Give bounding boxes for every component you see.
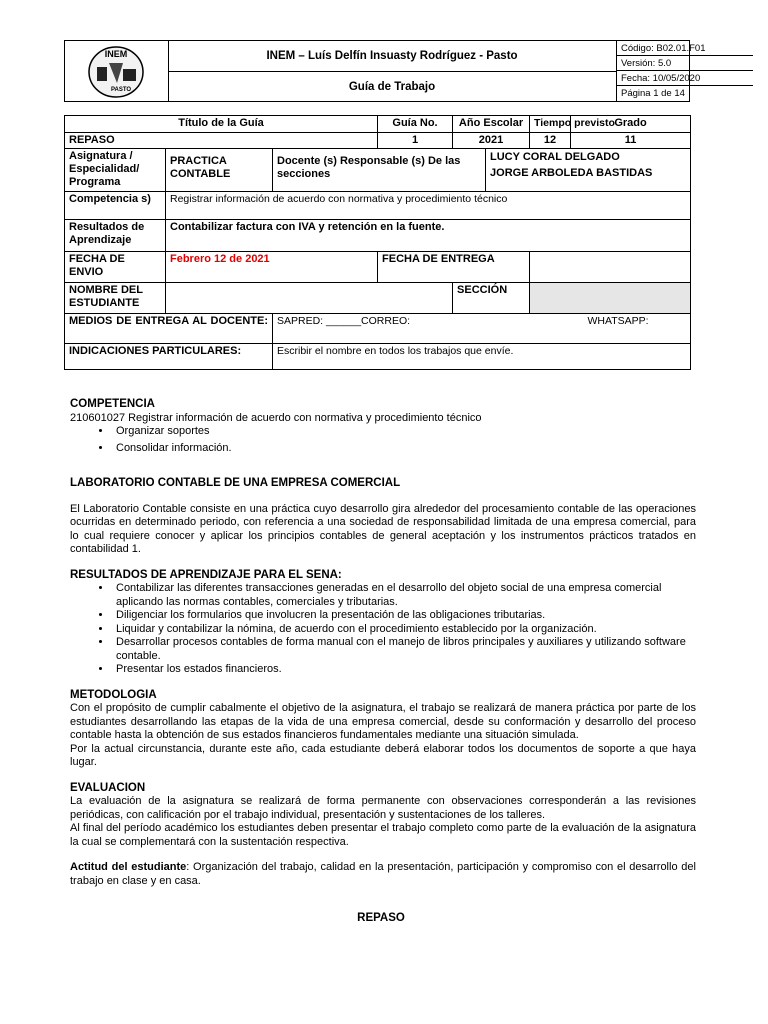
- docente-2: JORGE ARBOLEDA BASTIDAS: [490, 167, 653, 179]
- header-titulo: Título de la Guía: [65, 116, 378, 133]
- logo-text-bottom: PASTO: [110, 87, 132, 93]
- header-anio: Año Escolar: [453, 116, 530, 133]
- label-medios: MEDIOS DE ENTREGA AL DOCENTE:: [65, 314, 273, 344]
- evaluacion-title: EVALUACION: [70, 781, 146, 794]
- competencia-title: COMPETENCIA: [70, 398, 155, 410]
- document-meta: [617, 41, 753, 101]
- fecha-envio-value: Febrero 12 de 2021: [166, 252, 378, 283]
- evaluacion-p2: Al final del período académico los estudiantes deben presentar el trabajo completo como parte de la evaluación de la asignatura la cual se complementará con la sustentación respectiva.: [70, 822, 696, 848]
- document-type: Guía de Trabajo: [348, 81, 436, 93]
- actitud-text: : Organización del trabajo, calidad en la presentación, participación y compromiso con el desarrollo del trabajo en clase y en casa.: [70, 861, 696, 887]
- asignatura-value: PRACTICA CONTABLE: [166, 149, 273, 192]
- guia-value: 1: [378, 133, 453, 149]
- school-name: INEM – Luís Delfín Insuasty Rodríguez - Pasto: [168, 41, 616, 72]
- metodologia-p2: Por la actual circunstancia, durante este año, cada estudiante deberá elaborar todos los documentos de soporte a que haya lugar.: [70, 742, 696, 768]
- evaluacion-p1: La evaluación de la asignatura se realizará de forma permanente con observaciones corresponderán a las revisiones periódicas, con calificación por el trabajo individual, presentación y sustentaciones de los talleres.: [70, 795, 696, 821]
- grado-value: 11: [571, 133, 691, 149]
- indicaciones-value: Escribir el nombre en todos los trabajos que envíe.: [273, 344, 691, 370]
- repaso-heading: REPASO: [357, 912, 405, 924]
- doc-code: Código: B02.01.F01: [617, 41, 753, 56]
- list-item: • Contabilizar las diferentes transacciones generadas en el desarrollo del objeto social de una empresa comercial aplicando las normas contables, comerciales y tributarias.: [112, 582, 696, 609]
- list-item: • Desarrollar procesos contables de forma manual con el manejo de libros principales y auxiliares y utilizando software contable.: [112, 636, 696, 663]
- label-asignatura: Asignatura / Especialidad/ Programa: [65, 149, 166, 192]
- resultados-list: [70, 582, 696, 677]
- competencia-text: 210601027 Registrar información de acuerdo con normativa y procedimiento técnico: [70, 411, 482, 424]
- nombre-field[interactable]: [166, 283, 453, 314]
- header-title-cell: [168, 41, 617, 101]
- list-item: • Organizar soportes: [112, 425, 696, 439]
- list-item: • Presentar los estados financieros.: [112, 663, 696, 677]
- medios-value: [273, 314, 691, 344]
- lab-text: El Laboratorio Contable consiste en una práctica cuyo desarrollo gira alrededor del procesamiento contable de las operaciones ocurridas en determinado periodo, con referencia a una sociedad de responsabilidad limitada de una empresa comercial, para lo cual requiere conocer y aplicar los principios contables de general aceptación y los instrumentos prácticos tratados en contabilidad 1.: [70, 502, 696, 555]
- doc-version: Versión: 5.0: [617, 56, 753, 71]
- label-indicaciones: INDICACIONES PARTICULARES:: [65, 344, 273, 370]
- document-header: [64, 40, 706, 102]
- seccion-field[interactable]: [530, 283, 691, 314]
- label-seccion: SECCIÓN: [453, 283, 530, 314]
- resultados-value: Contabilizar factura con IVA y retención en la fuente.: [166, 220, 691, 252]
- docente-1: LUCY CORAL DELGADO: [490, 151, 620, 163]
- actitud-label: Actitud del estudiante: [70, 861, 187, 873]
- list-item: • Liquidar y contabilizar la nómina, de acuerdo con el procedimiento establecido por la organización.: [112, 623, 696, 637]
- competencia-list: [70, 425, 696, 455]
- tiempo-value: 12: [530, 133, 571, 149]
- header-tiempo: Tiempo previsto: [530, 116, 571, 133]
- header-grado: Grado: [571, 116, 691, 133]
- actitud-paragraph: [70, 861, 696, 888]
- docentes-value: [486, 149, 691, 192]
- titulo-value: REPASO: [65, 133, 378, 149]
- label-resultados: Resultados de Aprendizaje: [65, 220, 166, 252]
- label-fecha-envio: FECHA DE ENVIO: [65, 252, 166, 283]
- label-nombre: NOMBRE DEL ESTUDIANTE: [65, 283, 166, 314]
- guide-body: [70, 398, 696, 926]
- resultados-title: RESULTADOS DE APRENDIZAJE PARA EL SENA:: [70, 568, 342, 581]
- fecha-entrega-field[interactable]: [530, 252, 691, 283]
- guide-info-table: [64, 115, 691, 370]
- metodologia-title: METODOLOGIA: [70, 688, 157, 701]
- list-item: • Consolidar información.: [112, 442, 696, 456]
- doc-page: Página 1 de 14: [621, 88, 685, 99]
- label-fecha-entrega: FECHA DE ENTREGA: [378, 252, 530, 283]
- list-item: • Diligenciar los formularios que involucren la presentación de las obligaciones tributarias.: [112, 609, 696, 623]
- anio-value: 2021: [453, 133, 530, 149]
- inem-logo: [65, 41, 169, 101]
- logo-text-top: INEM: [104, 49, 128, 59]
- medios-sapred: SAPRED: ______CORREO:: [277, 315, 411, 327]
- label-docente: Docente (s) Responsable (s) De las secciones: [273, 149, 486, 192]
- header-guia: Guía No.: [378, 116, 453, 133]
- label-competencia: Competencia s): [65, 192, 166, 220]
- medios-whatsapp: WHATSAPP:: [587, 315, 649, 327]
- doc-date: Fecha: 10/05/2020: [617, 71, 753, 86]
- competencia-value: Registrar información de acuerdo con normativa y procedimiento técnico: [166, 192, 691, 220]
- lab-title: LABORATORIO CONTABLE DE UNA EMPRESA COMERCIAL: [70, 477, 401, 489]
- metodologia-p1: Con el propósito de cumplir cabalmente el objetivo de la asignatura, el trabajo se realizará de manera práctica por parte de los estudiantes desarrollando las etapas de la vida de una empresa comercial, desde su conformación y desarrollo del proceso contable hasta la obtención de sus estados financieros fundamentales mediante una situación simulada.: [70, 702, 696, 741]
